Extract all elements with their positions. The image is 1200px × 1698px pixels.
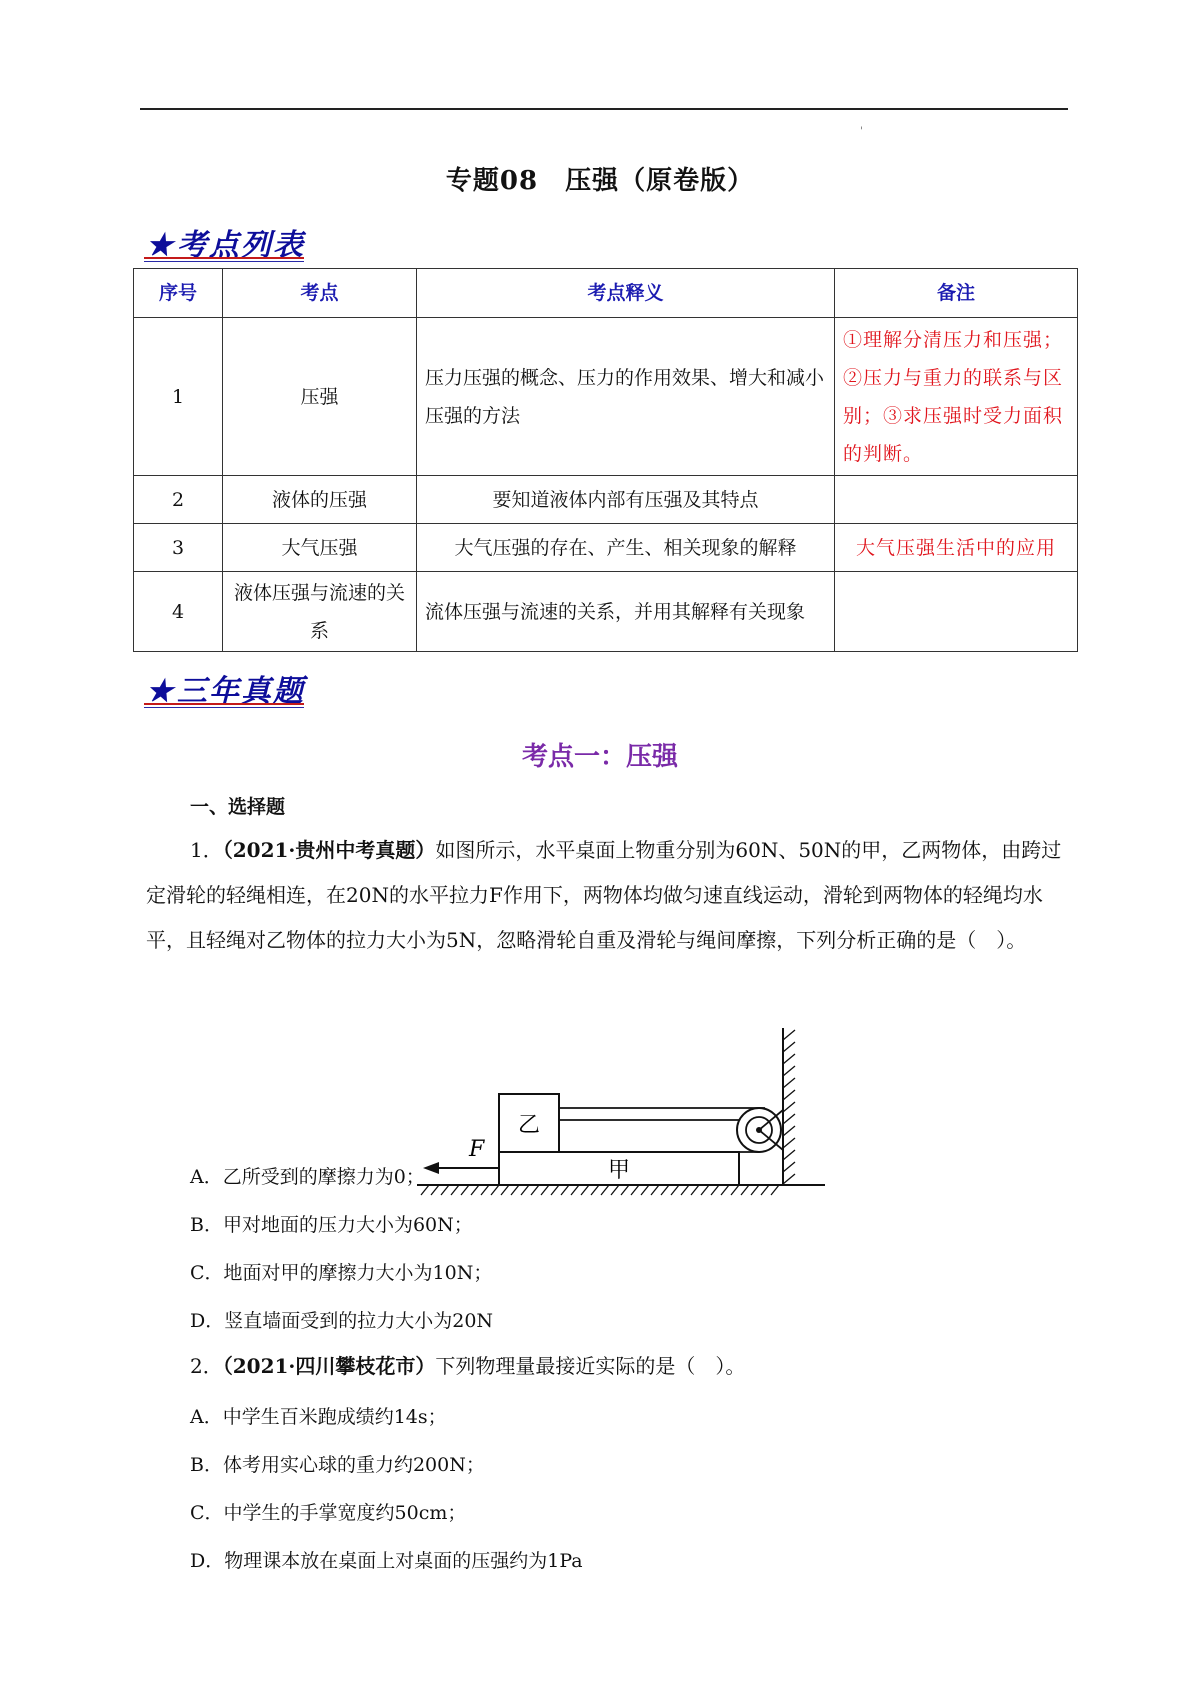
cell-definition: 要知道液体内部有压强及其特点 (417, 476, 835, 524)
cell-note: ①理解分清压力和压强；②压力与重力的联系与区别；③求压强时受力面积的判断。 (835, 318, 1078, 476)
cell-note (835, 476, 1078, 524)
cell-note (835, 572, 1078, 652)
wall-hatch (783, 1030, 795, 1184)
section-underline (144, 257, 304, 259)
q2-option-d: D．物理课本放在桌面上对桌面的压强约为1Pa (190, 1550, 583, 1572)
header-no: 序号 (134, 269, 223, 318)
table-row (134, 476, 1078, 524)
section-underline (144, 261, 304, 262)
block-jia-label: 甲 (607, 1158, 631, 1183)
section-underline (144, 703, 304, 705)
table-row (134, 524, 1078, 572)
question-number: 2． (190, 1354, 223, 1378)
cell-point: 压强 (223, 318, 417, 476)
table-header-row (134, 269, 1078, 318)
section-underline (144, 707, 304, 708)
question-source: （2021·贵州中考真题） (222, 838, 436, 862)
q1-option-b: B．甲对地面的压力大小为60N； (190, 1214, 473, 1236)
cell-no: 2 (134, 476, 223, 524)
question-number: 1． (190, 838, 223, 862)
question-text: 下列物理量最接近实际的是（ ）。 (435, 1354, 746, 1378)
cell-no: 4 (134, 572, 223, 652)
header-point: 考点 (223, 269, 417, 318)
page-title: 专题08 压强（原卷版） (445, 166, 755, 196)
header-note: 备注 (835, 269, 1078, 318)
cell-no: 3 (134, 524, 223, 572)
cell-definition: 流体压强与流速的关系，并用其解释有关现象 (417, 572, 835, 652)
star-icon: ★ (146, 228, 175, 263)
question-text: 如图所示，水平桌面上物重分别为60N、50N的甲，乙两物体，由跨过定滑轮的轻绳相连，在20N的水平拉力F作用下，两物体均做匀速直线运动，滑轮到两物体的轻绳均水平，且轻绳对乙物体的拉力大小为5N，忽略滑轮自重及滑轮与绳间摩擦，下列分析正确的是（ ）。 (146, 838, 1062, 952)
force-arrowhead (423, 1162, 439, 1174)
table-row (134, 318, 1078, 476)
q2-option-b: B．体考用实心球的重力约200N； (190, 1454, 485, 1476)
cell-point: 大气压强 (223, 524, 417, 572)
kaodian-heading: 考点一：压强 (521, 742, 678, 772)
cell-definition: 大气压强的存在、产生、相关现象的解释 (417, 524, 835, 572)
section-list-label: 考点列表 (176, 228, 305, 263)
question-1 (146, 828, 1066, 963)
force-label: F (469, 1137, 485, 1162)
cell-note: 大气压强生活中的应用 (835, 524, 1078, 572)
q1-option-a: A．乙所受到的摩擦力为0； (190, 1166, 425, 1188)
header-rule (140, 108, 1068, 110)
question-2 (146, 1344, 1066, 1389)
block-yi-label: 乙 (517, 1113, 541, 1138)
star-icon: ★ (146, 674, 175, 709)
header-definition: 考点释义 (417, 269, 835, 318)
cell-definition: 压力压强的概念、压力的作用效果、增大和减小压强的方法 (417, 318, 835, 476)
question-source: （2021·四川攀枝花市） (222, 1354, 436, 1378)
pulley-figure (415, 1010, 835, 1210)
cell-no: 1 (134, 318, 223, 476)
exam-points-table (133, 268, 1078, 652)
q2-option-c: C．中学生的手掌宽度约50cm； (190, 1502, 467, 1524)
q1-option-c: C．地面对甲的摩擦力大小为10N； (190, 1262, 493, 1284)
section-real-label: 三年真题 (176, 674, 305, 709)
cell-point: 液体的压强 (223, 476, 417, 524)
corner-mark: ' (860, 126, 863, 137)
ground-hatch (421, 1185, 779, 1195)
choice-subheading: 一、选择题 (190, 796, 286, 818)
q1-option-d: D．竖直墙面受到的拉力大小为20N (190, 1310, 494, 1332)
table-row (134, 572, 1078, 652)
cell-point: 液体压强与流速的关系 (223, 572, 417, 652)
q2-option-a: A．中学生百米跑成绩约14s； (190, 1406, 447, 1428)
